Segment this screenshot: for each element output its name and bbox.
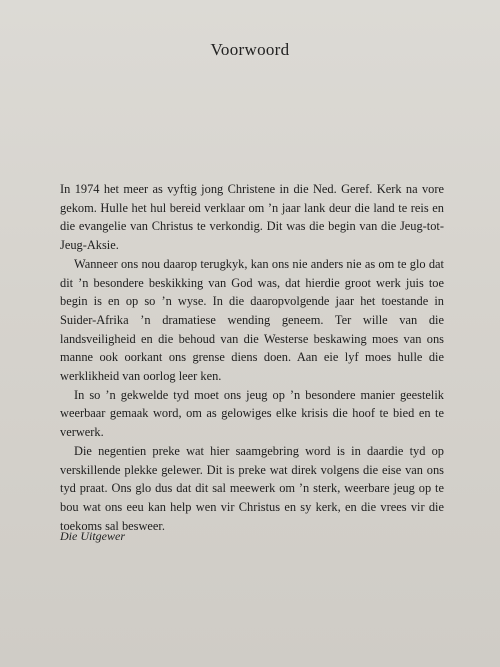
publisher-signature: Die Uitgewer [60, 529, 125, 543]
paragraph-3: In so ’n gekwelde tyd moet ons jeug op ’n besondere manier geestelik weerbaar gemaak word, om as gelowiges elke krisis die hoof te bied en te verwerk. [60, 387, 444, 440]
paragraph-2: Wanneer ons nou daarop terugkyk, kan ons nie anders nie as om te glo dat dit ’n besondere beskikking van God was, dat hierdie groot werk juis toe begin is en op so ’n wyse. In die daaropvolgende jaar het toestande in Suider-Afrika ’n dramatiese wending geneem. Ter wille van die landsveiligheid en die behoud van die Westerse beskawing moes van ons manne ook oorkant ons grense diens doen. Aan eie lyf moes hulle die werklikheid van oorlog leer ken. [60, 256, 444, 384]
paragraph-1: In 1974 het meer as vyftig jong Christene in die Ned. Geref. Kerk na vore gekom. Hulle het hul bereid verklaar om ’n jaar lank deur die land te reis en die evangelie van Christus te verkondig. Dit was die begin van die Jeug-tot-Jeug-Aksie. [60, 182, 444, 253]
page-title: Voorwoord [210, 40, 290, 59]
paragraph-4: Die negentien preke wat hier saamgebring word is in daardie tyd op verskillende plekke gelewer. Dit is preke wat direk volgens die eise van ons tyd praat. Ons glo dus dat dit sal meewerk om ’n sterk, weerbare jeug op te bou wat ons eeu kan help wen vir Christus en sy kerk, en die vrees vir die toekoms sal besweer. [60, 443, 444, 533]
foreword-body [60, 180, 444, 535]
